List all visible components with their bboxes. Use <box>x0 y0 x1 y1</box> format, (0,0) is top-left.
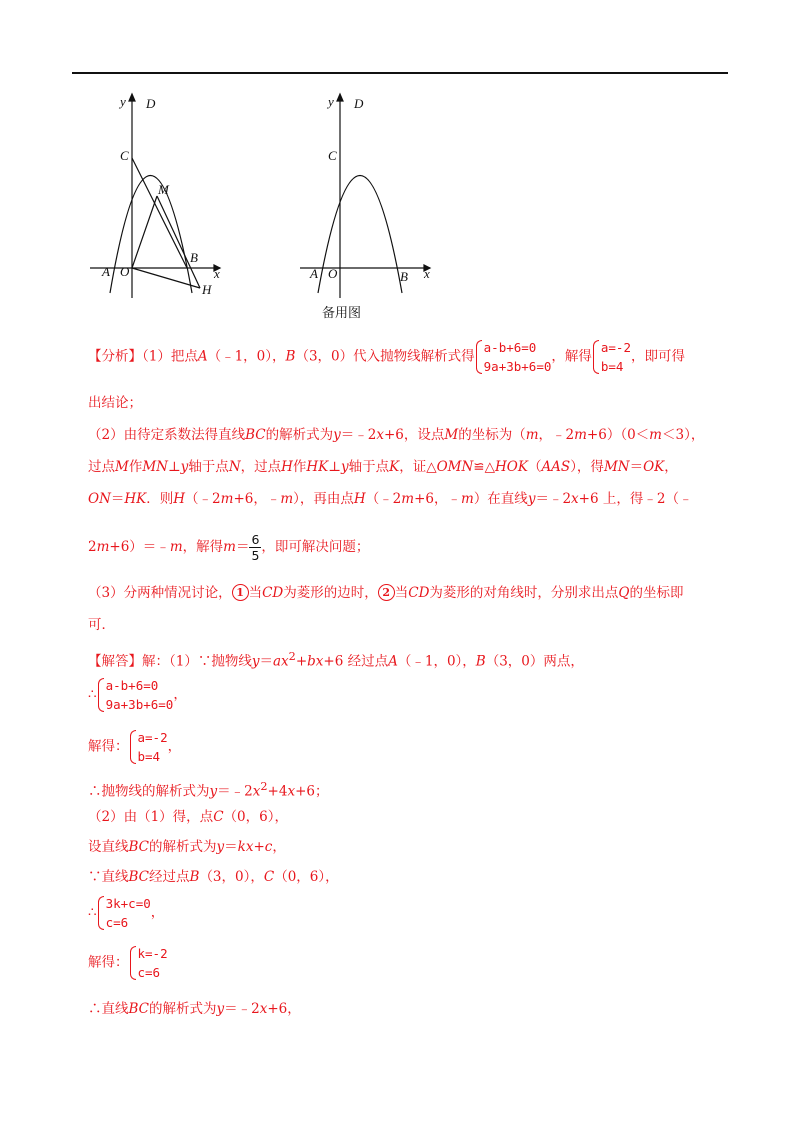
answer-line-4: ∴抛物线的解析式为$y=﹣2x^2+4x+6$； <box>88 780 329 800</box>
answer-line-6: 设直线BC的解析式为y＝kx+c， <box>88 839 286 855</box>
analysis-line-8: 可． <box>88 617 115 633</box>
answer-line-8: ∴ 3k+c=0 c=6 ， <box>88 896 165 930</box>
circled-number-1: 1 <box>232 584 249 601</box>
answer-line-10: ∴直线BC的解析式为y＝﹣2x+6， <box>88 1001 301 1017</box>
label-o: O <box>120 264 130 279</box>
label-a: A <box>102 264 110 279</box>
label-d: D <box>354 96 364 111</box>
label-x: x <box>424 266 430 281</box>
analysis-line-6: 2m+6）＝﹣m，解得m＝ $\frac{6}{5}$ ，即可解决问题； <box>88 532 370 563</box>
analysis-line-2: 出结论； <box>88 395 142 411</box>
solution-system: a=-2 b=4 <box>592 338 631 376</box>
circled-number-2: 2 <box>378 584 395 601</box>
header-rule <box>72 72 728 74</box>
figure-right <box>300 88 440 304</box>
answer-line-7: ∵直线BC经过点B（3，0），C（0，6）， <box>88 869 339 885</box>
label-o: O <box>328 266 338 281</box>
label-m: M <box>158 182 169 197</box>
label-a: A <box>310 266 318 281</box>
equation-system: a-b+6=0 9a+3b+6=0 <box>97 676 174 714</box>
answer-line-3: 解得： a=-2 b=4 ， <box>88 730 182 764</box>
line-mh <box>157 196 200 288</box>
line-om <box>132 196 157 268</box>
line-cb <box>132 158 187 268</box>
label-b: B <box>400 269 408 284</box>
analysis-line-4: 过点M作MN⊥y轴于点N，过点H作HK⊥y轴于点K，证△OMN≌△HOK（AAS），得MN＝OK， <box>88 459 678 475</box>
label-b: B <box>190 250 198 265</box>
equation-system: 3k+c=0 c=6 <box>97 894 151 932</box>
answer-line-5: （2）由（1）得，点C（0，6）， <box>88 809 288 825</box>
answer-line-9: 解得： k=-2 c=6 <box>88 946 168 980</box>
y-axis-arrow <box>129 94 135 101</box>
solution-system: k=-2 c=6 <box>129 944 168 982</box>
analysis-line-7: （3）分两种情况讨论， 1 当CD为菱形的边时， 2 当CD为菱形的对角线时，分别求出点Q的坐标即 <box>88 585 684 601</box>
fraction: $\frac{6}{5}$ <box>251 532 260 563</box>
label-h: H <box>202 282 212 297</box>
answer-line-2: ∴ a-b+6=0 9a+3b+6=0 ， <box>88 678 187 712</box>
answer-line-1: 【解答】解：（1）∵抛物线$y=ax^2+bx+6$ 经过点A（﹣1，0），B（3，0）两点， <box>88 650 584 670</box>
analysis-line-3: （2）由待定系数法得直线BC的解析式为y＝﹣2x+6，设点M的坐标为（m，﹣2m+6）（0＜m＜3）， <box>88 427 705 443</box>
label-x: x <box>214 266 220 281</box>
analysis-line-1: 【分析】（1）把点A（﹣1，0），B（3，0）代入抛物线解析式得 a-b+6=0 9a+3b+6=0 ，解得 a=-2 b=4 ，即可得 <box>88 340 685 374</box>
equation-system: a-b+6=0 9a+3b+6=0 <box>475 338 552 376</box>
figure-left <box>90 88 230 304</box>
label-d: D <box>146 96 156 111</box>
label-y: y <box>328 94 334 109</box>
solution-system: a=-2 b=4 <box>129 728 168 766</box>
analysis-line-5: ON＝HK．则H（﹣2m+6，﹣m），再由点H（﹣2m+6，﹣m）在直线y＝﹣2x+6 上，得﹣2（﹣ <box>88 491 693 507</box>
label-y: y <box>120 94 126 109</box>
label-c: C <box>328 148 337 163</box>
label-c: C <box>120 148 129 163</box>
figure-caption: 备用图 <box>322 306 362 321</box>
